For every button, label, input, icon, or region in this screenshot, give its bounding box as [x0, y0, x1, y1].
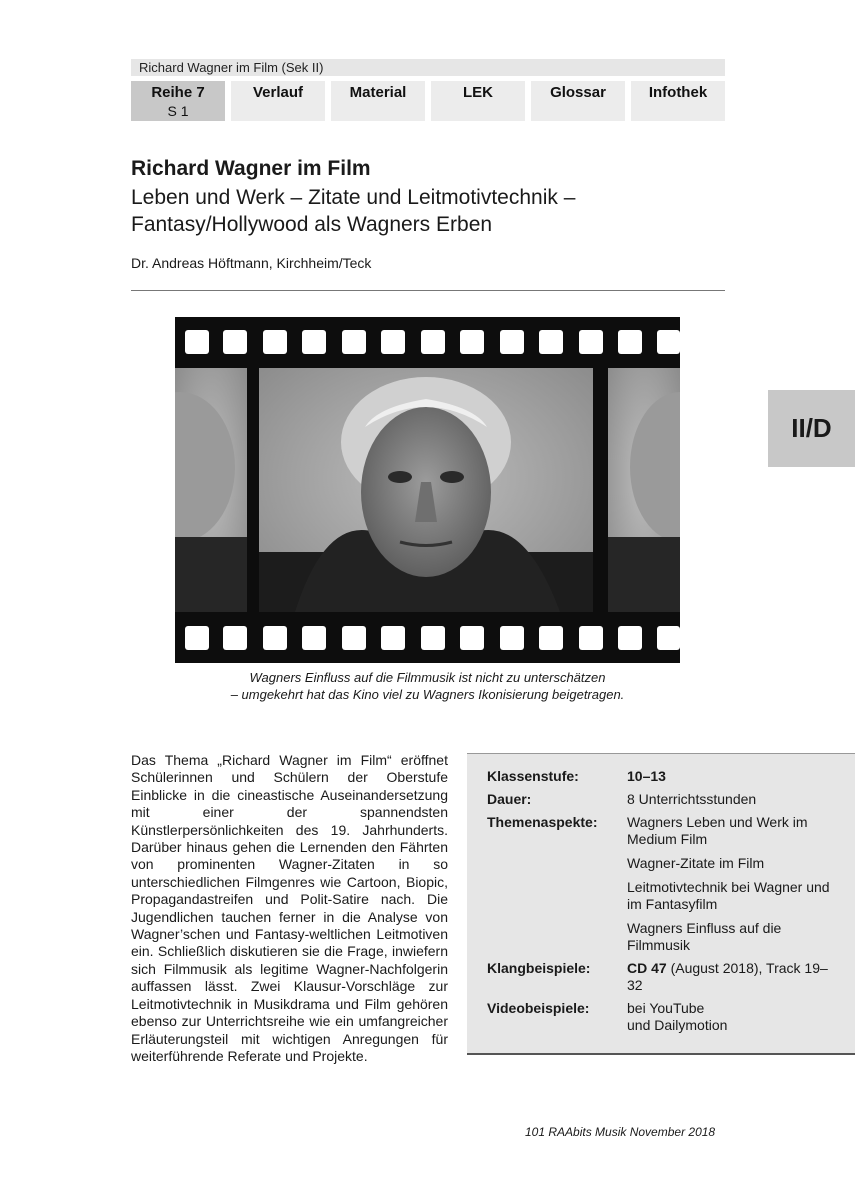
klang-label: Klangbeispiele:	[487, 960, 591, 976]
figure-caption	[175, 669, 680, 703]
tab-reihe-page: S 1	[167, 103, 189, 119]
series-title-bar: Richard Wagner im Film (Sek II)	[131, 59, 725, 76]
film-strip-image	[175, 317, 680, 663]
caption-line-1: Wagners Einfluss auf die Filmmusik ist nicht zu unterschätzen	[249, 670, 606, 685]
info-row	[487, 1000, 837, 1040]
info-box	[467, 753, 855, 1055]
tab-reihe-label: Reihe 7	[151, 84, 205, 101]
author: Dr. Andreas Höftmann, Kirchheim/Teck	[131, 255, 372, 271]
info-row	[487, 768, 837, 791]
tab-lek[interactable]: LEK	[431, 81, 525, 121]
dauer-label: Dauer:	[487, 791, 532, 807]
klang-rest: (August 2018), Track 19–32	[627, 960, 828, 993]
themen-value	[627, 814, 837, 960]
page-title: Richard Wagner im Film	[131, 157, 371, 180]
section-side-tab: II/D	[768, 390, 855, 467]
video-line-2: und Dailymotion	[627, 1017, 728, 1033]
themen-item: Wagners Einfluss auf die Filmmusik	[627, 920, 782, 953]
klang-cd: CD 47	[627, 960, 667, 976]
info-row	[487, 814, 837, 960]
tab-infothek[interactable]: Infothek	[631, 81, 725, 121]
klang-value	[627, 960, 837, 1000]
klassenstufe-label: Klassenstufe:	[487, 768, 579, 784]
divider	[131, 290, 725, 291]
themen-item: Wagners Leben und Werk im Medium Film	[627, 814, 808, 847]
page-footer: 101 RAAbits Musik November 2018	[525, 1125, 716, 1139]
video-value	[627, 1000, 837, 1040]
themen-label: Themenaspekte:	[487, 814, 598, 830]
tab-glossar[interactable]: Glossar	[531, 81, 625, 121]
tab-reihe[interactable]	[131, 81, 225, 121]
info-row	[487, 791, 837, 814]
subtitle-line-1: Leben und Werk – Zitate und Leitmotivtechnik –	[131, 186, 576, 209]
video-line-1: bei YouTube	[627, 1000, 705, 1016]
caption-line-2: – umgekehrt hat das Kino viel zu Wagners Ikonisierung beigetragen.	[230, 687, 625, 702]
tab-material[interactable]: Material	[331, 81, 425, 121]
info-row	[487, 960, 837, 1000]
themen-item: Wagner-Zitate im Film	[627, 855, 765, 871]
dauer-value: 8 Unterrichtsstunden	[627, 791, 757, 807]
tab-verlauf[interactable]: Verlauf	[231, 81, 325, 121]
intro-paragraph: Das Thema „Richard Wagner im Film“ eröffnet Schülerinnen und Schülern der Oberstufe Einblicke in die cineastische Auseinandersetzung mit einer der spannendsten Künstlerpersönlichkeiten des 19. Jahrhunderts. Darüber hinaus gehen die Lernenden den Fährten von prominenten Wagner-Zitaten in so unterschiedlichen Filmgenres wie Cartoon, Biopic, Propagandastreifen und Polit-Satire nach. Die Jugendlichen tauchen ferner in die Analyse von Wagner’schen und Fantasy-weltlichen Leitmotiven ein. Schließlich diskutieren sie die Frage, inwiefern sich Filmmusik als legitime Wagner-Nachfolgerin auffassen lässt. Zwei Klausur-Vorschläge zur Leitmotivtechnik in Musikdrama und Film gehören ebenso zur Unterrichtsreihe wie ein umfangreicher Erläuterungsteil mit wichtigen Anregungen für weiterführende Referate und Projekte.	[131, 752, 448, 1064]
page-subtitle	[131, 184, 731, 238]
nav-tabs	[131, 81, 725, 121]
video-label: Videobeispiele:	[487, 1000, 590, 1016]
klassenstufe-value: 10–13	[627, 768, 666, 784]
info-table	[487, 768, 837, 1040]
subtitle-line-2: Fantasy/Hollywood als Wagners Erben	[131, 213, 493, 236]
themen-item: Leitmotivtechnik bei Wagner und im Fantasyfilm	[627, 879, 830, 912]
